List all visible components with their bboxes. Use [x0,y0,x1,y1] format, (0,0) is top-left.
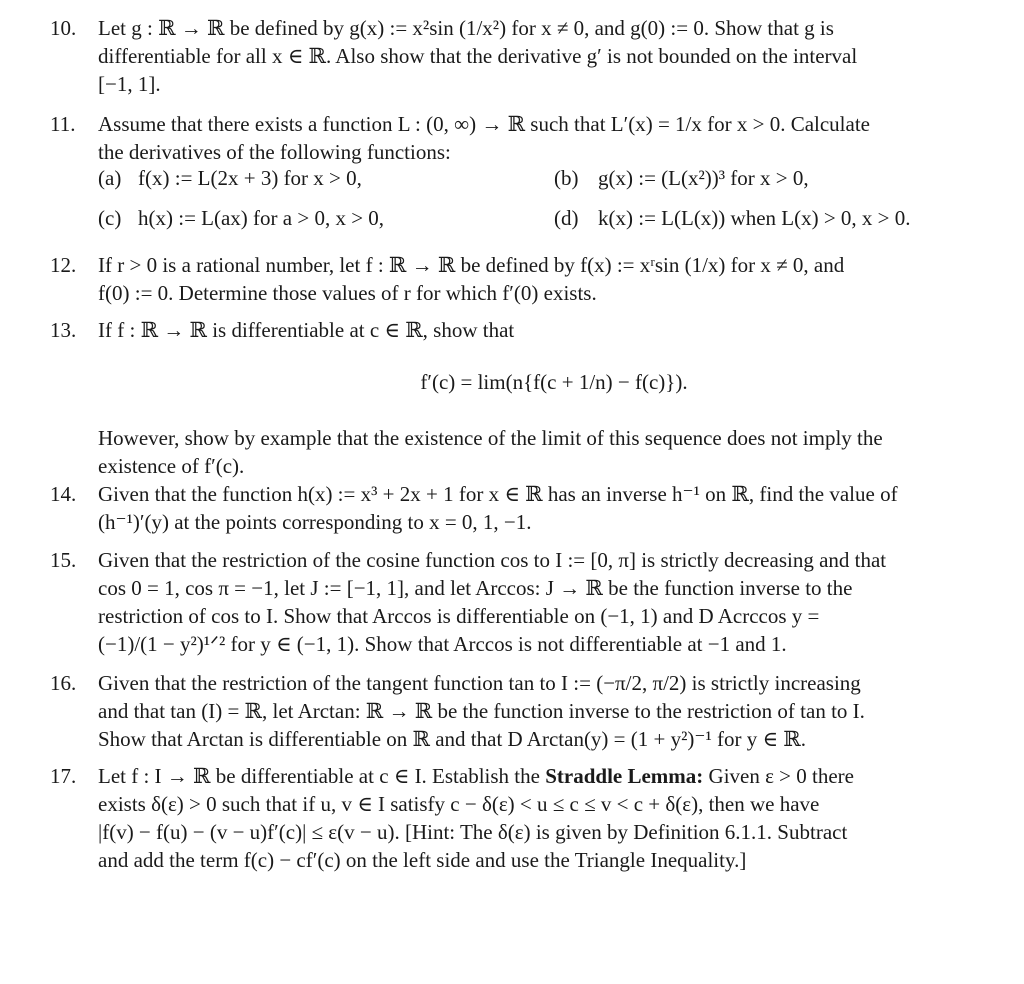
text-line: If r > 0 is a rational number, let f : ℝ → ℝ be defined by f(x) := xʳsin (1/x) for x ≠ 0, and [98,253,845,277]
text-line: f(0) := 0. Determine those values of r for which f′(0) exists. [98,281,597,305]
parts-row [98,164,970,194]
part-text: k(x) := L(L(x)) when L(x) > 0, x > 0. [598,206,911,230]
text-line: If f : ℝ → ℝ is differentiable at c ∈ ℝ, show that [98,318,515,342]
problem-number: 17. [50,764,77,788]
problem-number: 16. [50,671,77,695]
problem-text [98,669,970,753]
problem-number: 13. [50,318,77,342]
text-line: Given that the restriction of the tangent function tan to I := (−π/2, π/2) is strictly increasing [98,671,861,695]
problem-text [98,762,970,874]
text-line: existence of f′(c). [98,454,245,478]
part-text: h(x) := L(ax) for a > 0, x > 0, [138,206,385,230]
problem-number: 10. [50,16,77,40]
display-equation: f′(c) = lim(n{f(c + 1/n) − f(c)}). [420,370,688,394]
text-line: (−1)/(1 − y²)¹ᐟ² for y ∈ (−1, 1). Show that Arccos is not differentiable at −1 and 1. [98,632,787,656]
problem-text [98,480,970,536]
text-line: Let f : I → ℝ be differentiable at c ∈ I. Establish the Straddle Lemma: Given ε > 0 there [98,764,854,788]
problem-text [98,14,970,98]
text-line: differentiable for all x ∈ ℝ. Also show that the derivative g′ is not bounded on the interval [98,44,858,68]
text-line: exists δ(ε) > 0 such that if u, v ∈ I satisfy c − δ(ε) < u ≤ c ≤ v < c + δ(ε), then we have [98,792,820,816]
problem-text [98,110,970,234]
text-line: Let g : ℝ → ℝ be defined by g(x) := x²sin (1/x²) for x ≠ 0, and g(0) := 0. Show that g is [98,16,834,40]
part-label: (d) [554,206,579,230]
parts-row [98,204,970,234]
text-line: (h⁻¹)′(y) at the points corresponding to x = 0, 1, −1. [98,510,532,534]
text-line: Assume that there exists a function L : (0, ∞) → ℝ such that L′(x) = 1/x for x > 0. Calculate [98,112,870,136]
problem-text [98,251,970,307]
text-line: |f(v) − f(u) − (v − u)f′(c)| ≤ ε(v − u). [Hint: The δ(ε) is given by Definition 6.1.1. Subtract [98,820,848,844]
part-label: (c) [98,206,122,230]
text-line: Given that the restriction of the cosine function cos to I := [0, π] is strictly decreasing and that [98,548,887,572]
part-label: (a) [98,166,122,190]
text-line: cos 0 = 1, cos π = −1, let J := [−1, 1], and let Arccos: J → ℝ be the function inverse to the [98,576,853,600]
problem-text [98,316,970,480]
problem-number: 12. [50,253,77,277]
text-line: restriction of cos to I. Show that Arccos is differentiable on (−1, 1) and D Acrccos y = [98,604,820,628]
problem-number: 11. [50,112,76,136]
part-label: (b) [554,166,579,190]
text-line: Show that Arctan is differentiable on ℝ and that D Arctan(y) = (1 + y²)⁻¹ for y ∈ ℝ. [98,727,807,751]
part-text: g(x) := (L(x²))³ for x > 0, [598,166,809,190]
part-text: f(x) := L(2x + 3) for x > 0, [138,166,362,190]
text-line: and add the term f(c) − cf′(c) on the left side and use the Triangle Inequality.] [98,848,747,872]
problem-number: 15. [50,548,77,572]
text-line: the derivatives of the following functions: [98,140,451,164]
text-line: Given that the function h(x) := x³ + 2x + 1 for x ∈ ℝ has an inverse h⁻¹ on ℝ, find the value of [98,482,898,506]
lemma-name: Straddle Lemma: [545,764,704,788]
text-line: and that tan (I) = ℝ, let Arctan: ℝ → ℝ be the function inverse to the restriction of tan to I. [98,699,865,723]
text-line: [−1, 1]. [98,72,161,96]
text-line: However, show by example that the existence of the limit of this sequence does not imply the [98,426,883,450]
problem-text [98,546,970,658]
problem-number: 14. [50,482,77,506]
